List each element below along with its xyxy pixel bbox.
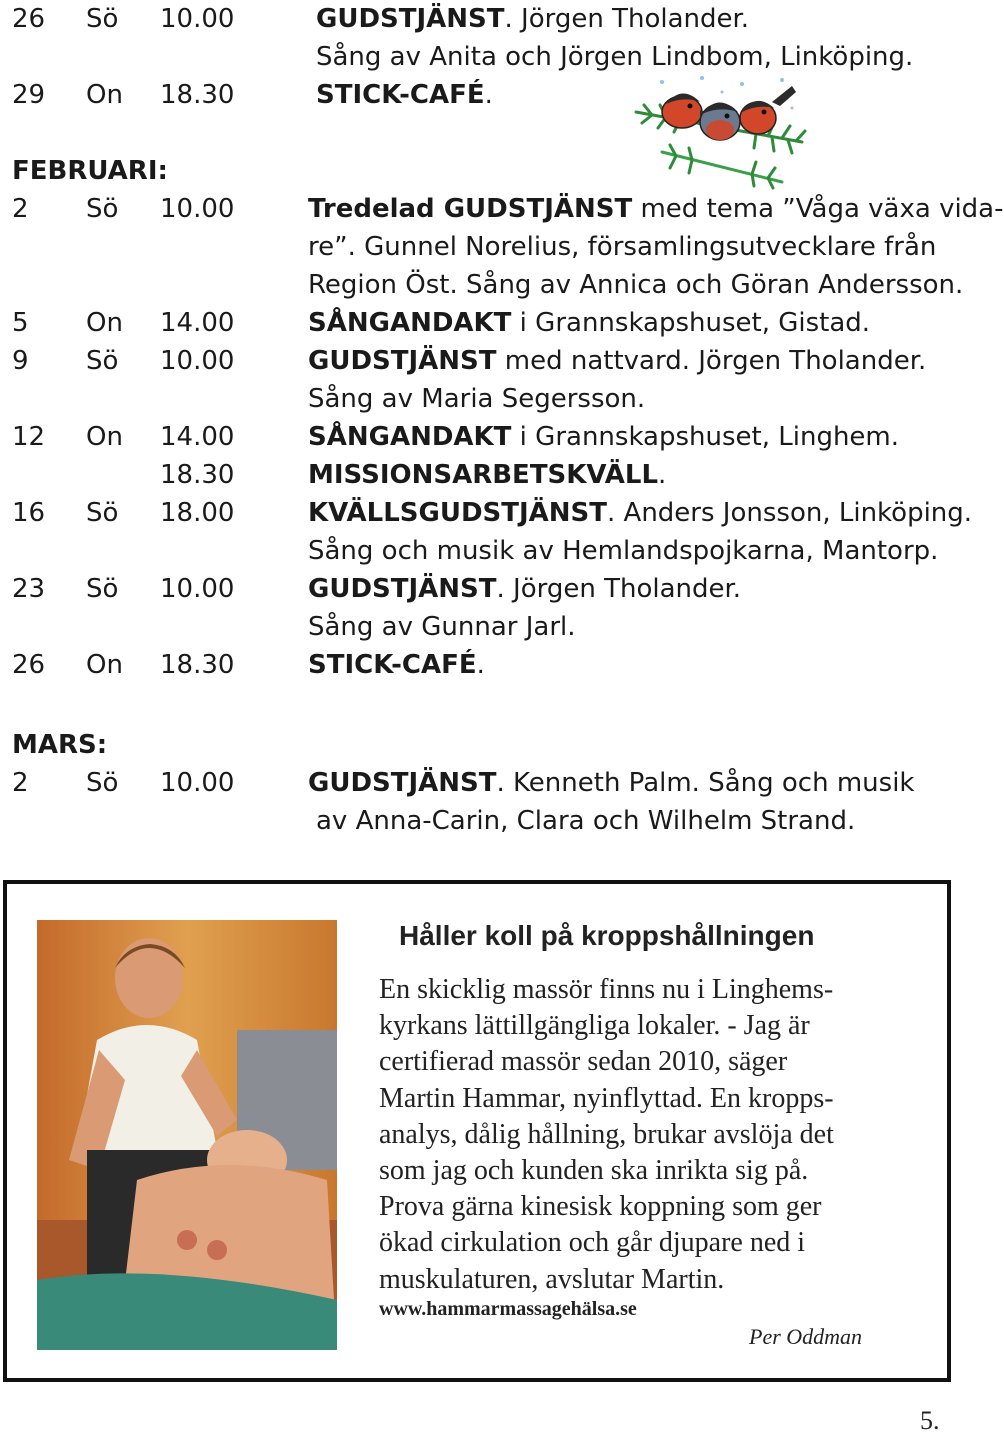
schedule-row xyxy=(0,456,960,494)
article-heading: Håller koll på kroppshållningen xyxy=(399,920,815,951)
event-details: med nattvard. Jörgen Tholander. xyxy=(496,346,927,376)
event-description xyxy=(308,304,870,342)
event-time: 10.00 xyxy=(160,346,235,376)
event-weekday: On xyxy=(86,422,123,452)
event-weekday: On xyxy=(86,308,123,338)
article-line: certifierad massör sedan 2010, säger xyxy=(379,1046,788,1078)
month-heading-february: FEBRUARI: xyxy=(12,156,168,186)
schedule-row xyxy=(0,342,960,380)
event-details: . Jörgen Tholander. xyxy=(496,574,742,604)
event-title: STICK-CAFÉ xyxy=(308,650,477,680)
event-details: re”. Gunnel Norelius, församlingsutvecklare från xyxy=(308,232,937,262)
event-time: 18.30 xyxy=(160,650,235,680)
schedule-row xyxy=(0,380,960,418)
event-title: GUDSTJÄNST xyxy=(308,768,497,798)
event-title: GUDSTJÄNST xyxy=(308,574,497,604)
event-description xyxy=(316,38,913,76)
schedule-row xyxy=(0,532,960,570)
event-weekday: Sö xyxy=(86,194,119,224)
event-weekday: Sö xyxy=(86,4,119,34)
event-details: Sång av Gunnar Jarl. xyxy=(308,612,576,642)
massage-photo xyxy=(37,920,337,1350)
event-description xyxy=(308,456,666,494)
event-time: 18.30 xyxy=(160,460,235,490)
schedule-row xyxy=(0,266,964,304)
event-description xyxy=(316,76,493,114)
event-details: . xyxy=(484,80,493,110)
event-day: 2 xyxy=(12,768,29,798)
schedule-row xyxy=(0,608,960,646)
schedule-row xyxy=(0,418,960,456)
event-title: Tredelad GUDSTJÄNST xyxy=(308,194,633,224)
event-details: . xyxy=(658,460,667,490)
article-line: Martin Hammar, nyinflyttad. En kropps- xyxy=(379,1082,834,1114)
event-time: 14.00 xyxy=(160,422,235,452)
event-weekday: On xyxy=(86,80,123,110)
event-title: SÅNGANDAKT xyxy=(308,308,512,338)
event-details: . Anders Jonsson, Linköping. xyxy=(607,498,973,528)
event-description xyxy=(308,532,938,570)
event-details: . Kenneth Palm. Sång och musik xyxy=(496,768,915,798)
event-weekday: Sö xyxy=(86,498,119,528)
massage-article-box xyxy=(3,880,951,1382)
event-day: 26 xyxy=(12,650,46,680)
bullfinch-illustration xyxy=(632,72,808,190)
schedule-row xyxy=(0,190,1004,228)
event-day: 2 xyxy=(12,194,29,224)
event-description xyxy=(308,494,972,532)
page-number: 5. xyxy=(920,1406,940,1435)
schedule-row xyxy=(0,76,960,114)
website-link[interactable]: www.hammarmassagehälsa.se xyxy=(379,1298,637,1320)
event-description xyxy=(308,380,645,418)
article-line: Prova gärna kinesisk koppning som ger xyxy=(379,1191,822,1223)
event-description xyxy=(316,802,855,840)
event-description xyxy=(308,646,485,684)
event-time: 10.00 xyxy=(160,768,235,798)
article-line: En skicklig massör finns nu i Linghems- xyxy=(379,974,834,1005)
article-line: ökad cirkulation och går djupare ned i xyxy=(379,1227,806,1259)
event-description xyxy=(308,764,914,802)
schedule-row xyxy=(0,764,960,802)
event-title: GUDSTJÄNST xyxy=(308,346,497,376)
event-day: 29 xyxy=(12,80,46,110)
schedule-row xyxy=(0,646,960,684)
event-details: Sång av Maria Segersson. xyxy=(308,384,646,414)
event-details: Region Öst. Sång av Annica och Göran Andersson. xyxy=(308,270,964,300)
schedule-row xyxy=(0,494,973,532)
event-description xyxy=(308,342,926,380)
event-description xyxy=(316,0,749,38)
schedule-row xyxy=(0,0,960,38)
event-weekday: Sö xyxy=(86,346,119,376)
event-title: SÅNGANDAKT xyxy=(308,422,512,452)
schedule-row xyxy=(0,304,960,342)
event-description xyxy=(308,608,576,646)
event-description xyxy=(308,570,741,608)
event-details: . Jörgen Tholander. xyxy=(504,4,750,34)
event-day: 16 xyxy=(12,498,46,528)
event-title: KVÄLLSGUDSTJÄNST xyxy=(308,498,607,528)
event-details: av Anna-Carin, Clara och Wilhelm Strand. xyxy=(316,806,856,836)
event-title: GUDSTJÄNST xyxy=(316,4,505,34)
event-details: i Grannskapshuset, Gistad. xyxy=(511,308,871,338)
schedule-row xyxy=(0,38,960,76)
article-line: kyrkans lättillgängliga lokaler. - Jag är xyxy=(379,1010,810,1042)
event-description xyxy=(308,266,963,304)
event-time: 10.00 xyxy=(160,574,235,604)
event-details: i Grannskapshuset, Linghem. xyxy=(511,422,900,452)
article-line: som jag och kunden ska inrikta sig på. xyxy=(379,1155,809,1187)
schedule-row xyxy=(0,570,960,608)
event-weekday: On xyxy=(86,650,123,680)
event-time: 10.00 xyxy=(160,194,235,224)
month-heading-march: MARS: xyxy=(12,730,108,760)
event-title: STICK-CAFÉ xyxy=(316,80,485,110)
event-day: 26 xyxy=(12,4,46,34)
event-time: 10.00 xyxy=(160,4,235,34)
event-details: Sång av Anita och Jörgen Lindbom, Linköping. xyxy=(316,42,914,72)
event-time: 14.00 xyxy=(160,308,235,338)
event-description xyxy=(308,228,936,266)
article-line: muskulaturen, avslutar Martin. xyxy=(379,1263,725,1295)
event-description xyxy=(308,190,1004,228)
event-details: . xyxy=(476,650,485,680)
article-line: analys, dålig hållning, brukar avslöja det xyxy=(379,1118,834,1150)
event-weekday: Sö xyxy=(86,768,119,798)
schedule-row xyxy=(0,228,960,266)
event-day: 23 xyxy=(12,574,46,604)
event-day: 9 xyxy=(12,346,29,376)
event-time: 18.00 xyxy=(160,498,235,528)
event-day: 5 xyxy=(12,308,29,338)
schedule-row xyxy=(0,802,960,840)
event-time: 18.30 xyxy=(160,80,235,110)
event-day: 12 xyxy=(12,422,46,452)
event-details: Sång och musik av Hemlandspojkarna, Mantorp. xyxy=(308,536,939,566)
event-details: med tema ”Våga växa vida- xyxy=(632,194,1004,224)
author-byline: Per Oddman xyxy=(749,1324,863,1349)
event-weekday: Sö xyxy=(86,574,119,604)
article-body xyxy=(379,972,919,1298)
event-title: MISSIONSARBETSKVÄLL xyxy=(308,460,659,490)
event-description xyxy=(308,418,899,456)
